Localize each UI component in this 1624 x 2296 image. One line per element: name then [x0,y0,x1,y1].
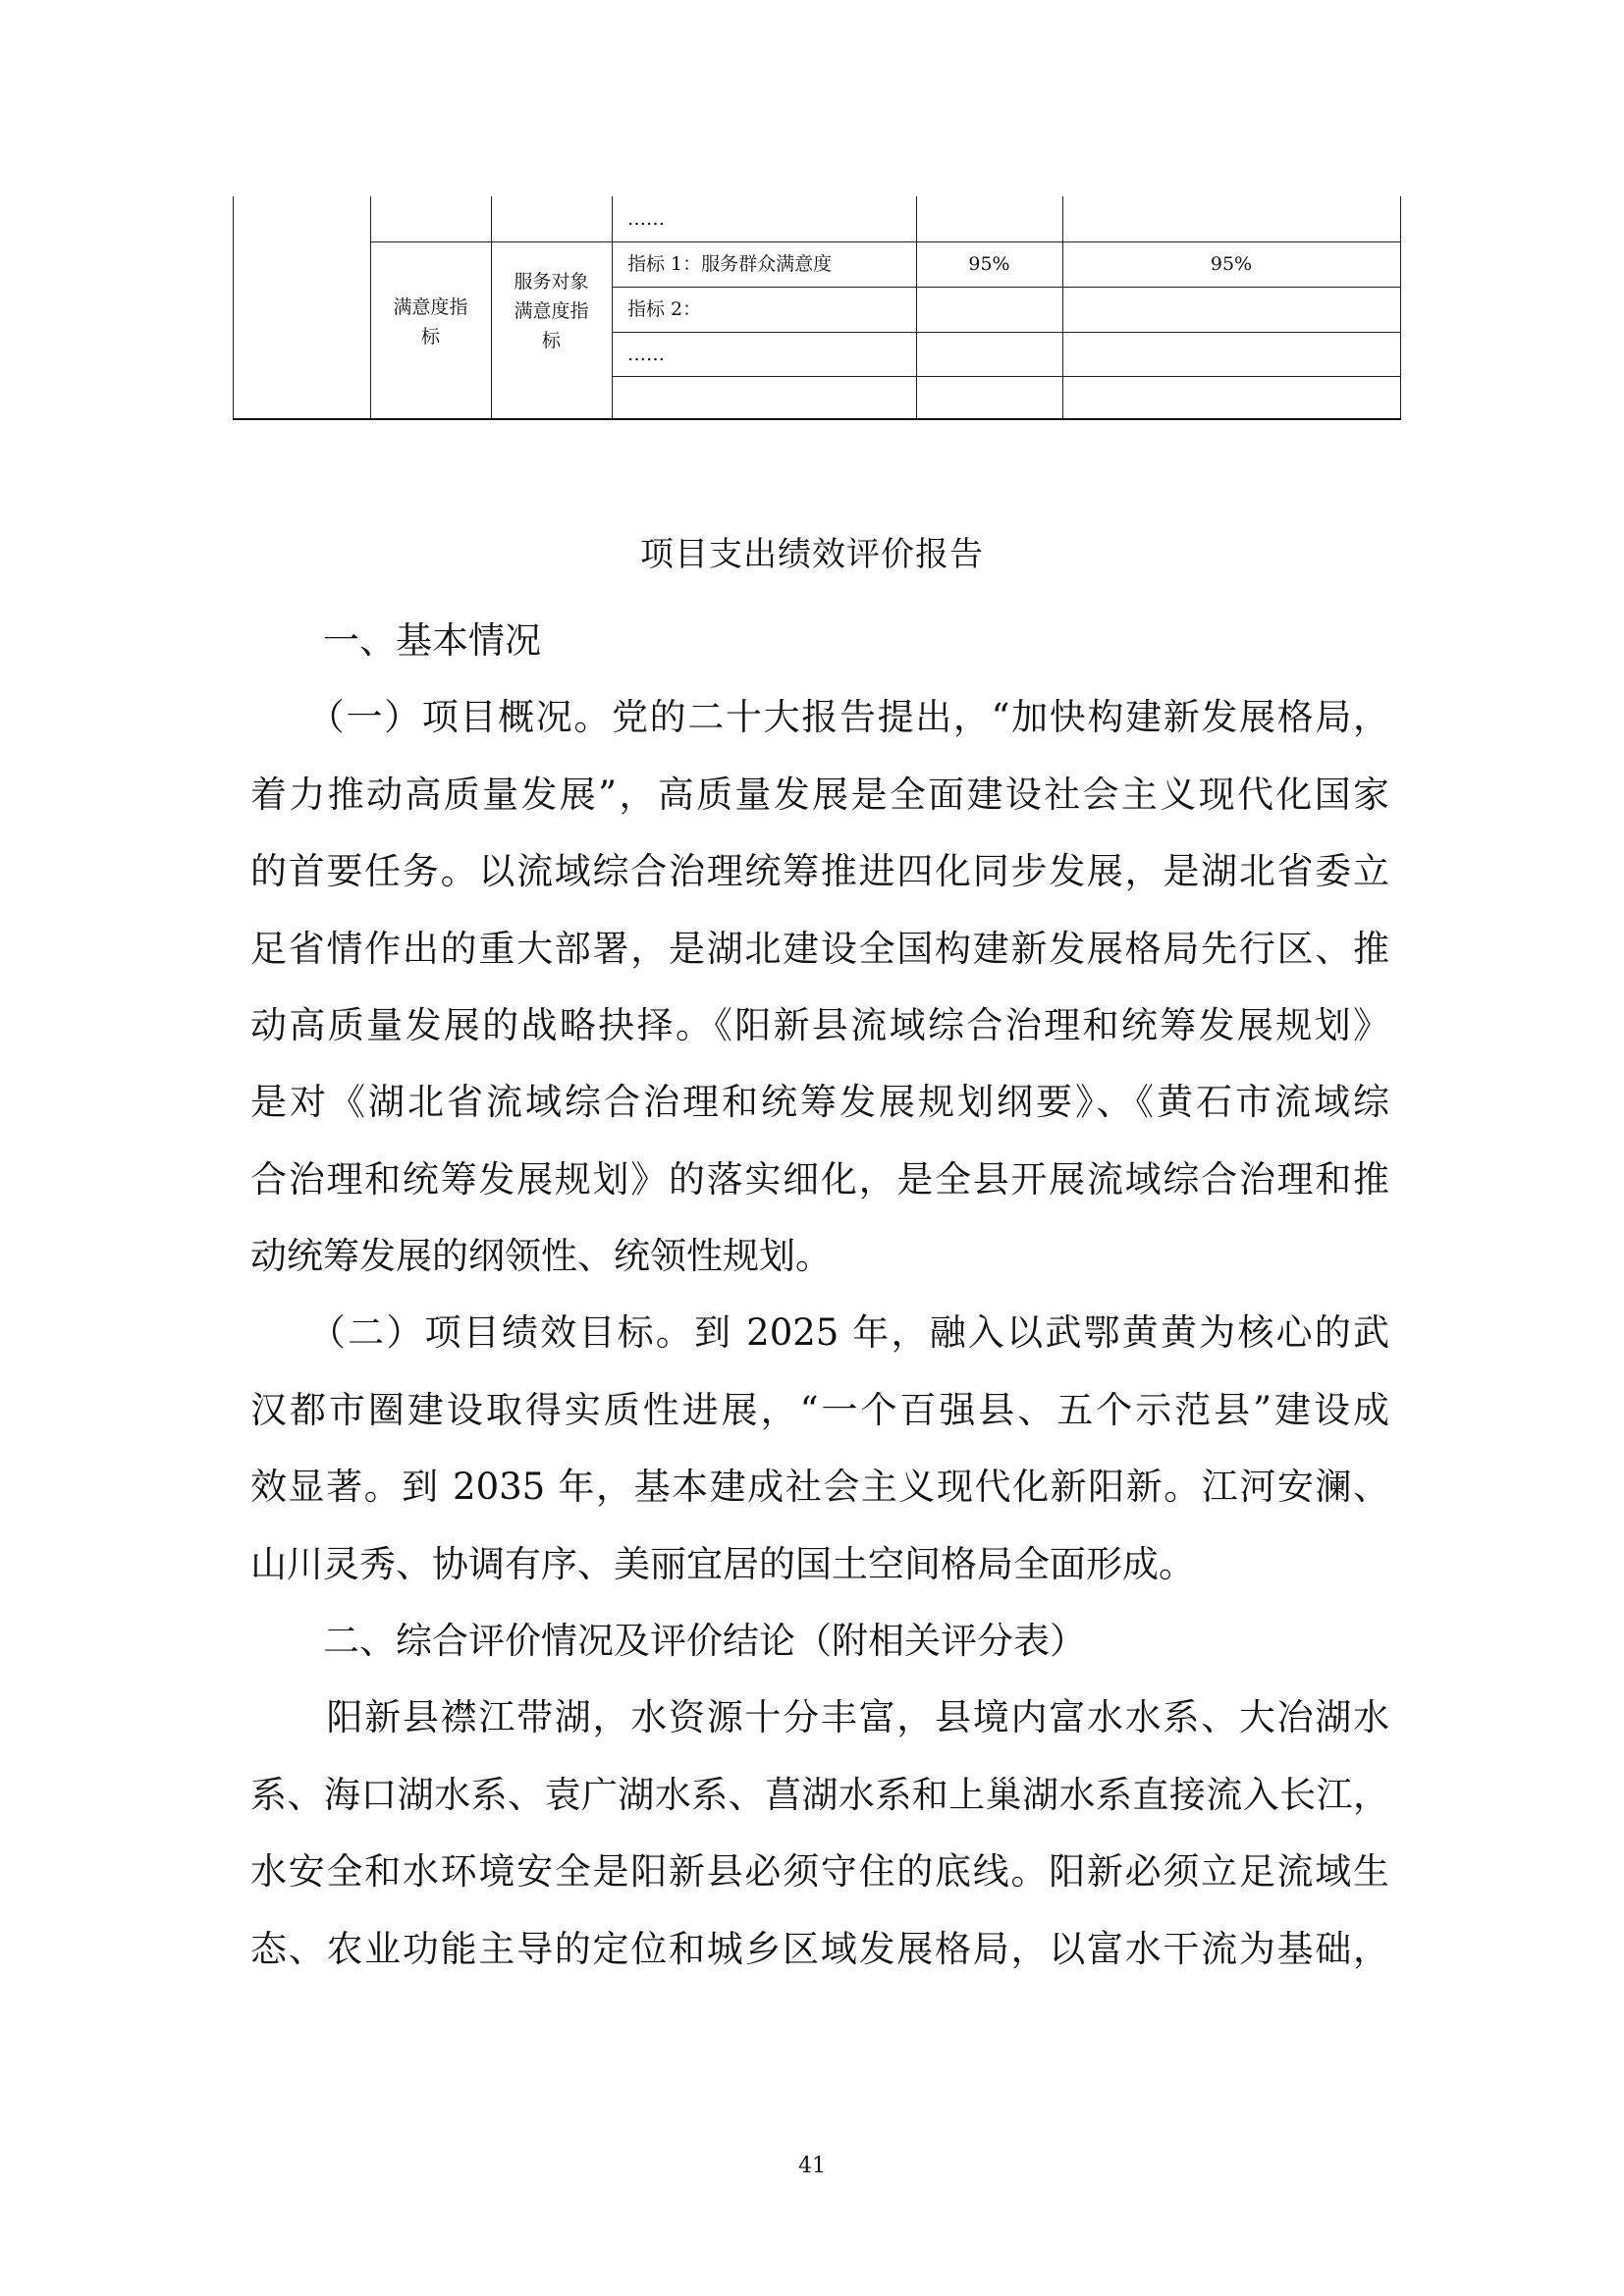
paragraph-line: 阳新县襟江带湖，水资源十分丰富，县境内富水水系、大冶湖水 [250,1696,1389,1738]
table-row-divider [612,332,1401,333]
actual-value-cell: 95% [1210,253,1253,275]
section-heading: 一、基本情况 [250,619,541,662]
indicator-ellipsis-cell: …… [627,208,665,230]
paragraph-line: 的首要任务。以流域综合治理统筹推进四化同步发展，是湖北省委立 [250,850,1389,892]
paragraph-line: 动统筹发展的纲领性、统领性规划。 [250,1235,832,1277]
paragraph-line: 态、农业功能主导的定位和城乡区域发展格局，以富水干流为基础， [250,1928,1389,1970]
paragraph-line: 山川灵秀、协调有序、美丽宜居的国土空间格局全面形成。 [250,1543,1195,1585]
paragraph-line: 足省情作出的重大部署，是湖北建设全国构建新发展格局先行区、推 [250,928,1389,970]
target-value-cell: 95% [968,253,1010,275]
page-number: 41 [798,2154,826,2178]
level3-indicator-line: 满意度指 [514,300,589,322]
paragraph-line: 是对《湖北省流域综合治理和统筹发展规划纲要》、《黄石市流域综 [250,1081,1389,1123]
table-border-right [1400,196,1401,420]
indicator-ellipsis-cell: …… [627,344,665,365]
paragraph-line: 汉都市圈建设取得实质性进展，“一个百强县、五个示范县”建设成 [250,1389,1389,1431]
paragraph-line: 系、海口湖水系、袁广湖水系、菖湖水系和上巢湖水系直接流入长江， [250,1774,1389,1816]
level3-indicator-line: 标 [541,330,561,351]
paragraph-line: （一）项目概况。党的二十大报告提出，“加快构建新发展格局， [250,696,1389,738]
section-heading: 二、综合评价情况及评价结论（附相关评分表） [250,1620,1086,1662]
report-title: 项目支出绩效评价报告 [640,535,984,574]
table-column-divider [916,196,917,420]
paragraph-line: 效显著。到 2035 年，基本建成社会主义现代化新阳新。江河安澜、 [250,1466,1389,1508]
level2-indicator-line: 标 [420,326,440,347]
paragraph-line: 着力推动高质量发展”，高质量发展是全面建设社会主义现代化国家 [250,774,1389,816]
level3-indicator-cell [491,267,612,355]
table-border-left [233,196,234,420]
table-column-divider [612,196,613,420]
table-row-divider [612,287,1401,288]
paragraph-line: 动高质量发展的战略抉择。《阳新县流域综合治理和统筹发展规划》 [250,1004,1389,1046]
level2-indicator-line: 满意度指 [393,296,468,318]
paragraph-line: 合治理和统筹发展规划》的落实细化，是全县开展流域综合治理和推 [250,1158,1389,1201]
indicator-table [233,196,1401,420]
table-border-bottom [233,418,1401,420]
indicator-1-cell: 指标 1：服务群众满意度 [627,253,833,275]
paragraph-line: 水安全和水环境安全是阳新县必须守住的底线。阳新必须立足流域生 [250,1850,1389,1893]
table-column-divider [1062,196,1063,420]
level2-indicator-cell [370,293,491,351]
table-row-divider [612,376,1401,377]
indicator-2-cell: 指标 2： [627,298,702,320]
paragraph-line: （二）项目绩效目标。到 2025 年，融入以武鄂黄黄为核心的武 [250,1311,1389,1354]
level3-indicator-line: 服务对象 [514,271,589,293]
